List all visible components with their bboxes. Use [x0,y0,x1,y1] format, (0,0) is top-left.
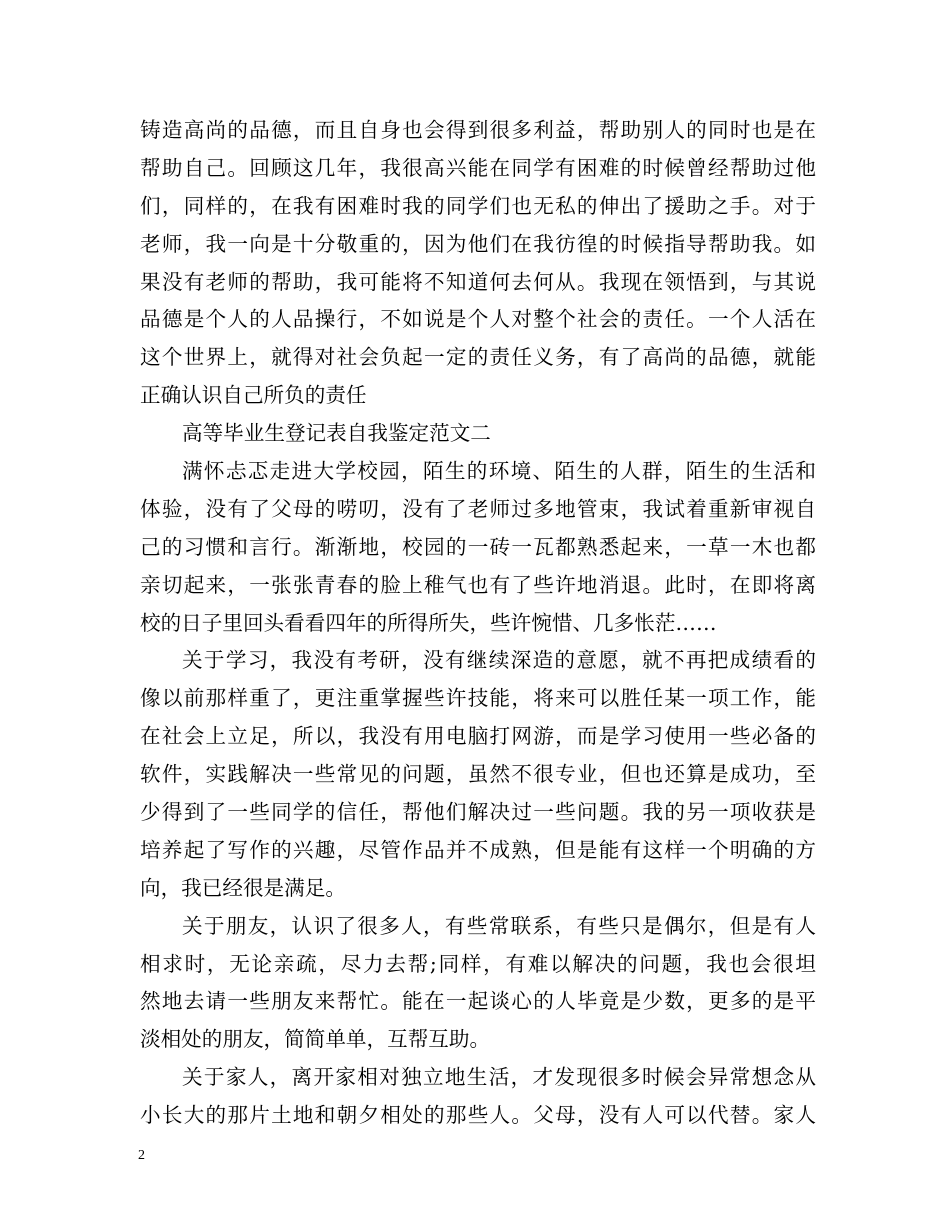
text-line: 校的日子里回头看看四年的所得所失，些许惋惜、几多怅茫…… [140,610,717,635]
text-line: 少得到了一些同学的信任，帮他们解决过一些问题。我的另一项收获是 [140,800,816,825]
text-line: 淡相处的朋友，简简单单，互帮互助。 [140,1027,491,1052]
section-heading: 高等毕业生登记表自我鉴定范文二 [182,421,491,446]
text-line: 小长大的那片土地和朝夕相处的那些人。父母，没有人可以代替。家人 [140,1103,816,1128]
text-line: 关于家人，离开家相对独立地生活，才发现很多时候会异常想念从 [182,1065,816,1090]
text-line: 向，我已经很是满足。 [140,875,346,900]
text-line: 铸造高尚的品德，而且自身也会得到很多利益，帮助别人的同时也是在 [140,118,816,142]
text-line: 正确认识自己所负的责任 [140,383,367,408]
text-line: 己的习惯和言行。渐渐地，校园的一砖一瓦都熟悉起来，一草一木也都 [140,534,816,559]
text-line: 们，同样的，在我有困难时我的同学们也无私的伸出了援助之手。对于 [140,193,816,218]
text-line: 关于朋友，认识了很多人，有些常联系，有些只是偶尔，但是有人 [182,913,816,938]
text-line: 相求时，无论亲疏，尽力去帮;同样，有难以解决的问题，我也会很坦 [140,951,816,976]
text-line: 体验，没有了父母的唠叨，没有了老师过多地管束，我试着重新审视自 [140,496,816,521]
text-line: 果没有老师的帮助，我可能将不知道何去何从。我现在领悟到，与其说 [140,269,816,294]
text-line: 软件，实践解决一些常见的问题，虽然不很专业，但也还算是成功，至 [140,762,816,787]
text-line: 满怀忐忑走进大学校园，陌生的环境、陌生的人群，陌生的生活和 [182,459,816,484]
document-body [140,112,816,1135]
text-line: 像以前那样重了，更注重掌握些许技能，将来可以胜任某一项工作，能 [140,686,816,711]
text-line: 老师，我一向是十分敬重的，因为他们在我彷徨的时候指导帮助我。如 [140,231,816,256]
text-line: 在社会上立足，所以，我没有用电脑打网游，而是学习使用一些必备的 [140,724,816,749]
text-line: 这个世界上，就得对社会负起一定的责任义务，有了高尚的品德，就能 [140,345,816,370]
page-number: 2 [138,1148,145,1163]
text-line: 亲切起来，一张张青春的脸上稚气也有了些许地消退。此时，在即将离 [140,572,816,597]
text-line: 品德是个人的人品操行，不如说是个人对整个社会的责任。一个人活在 [140,307,816,332]
text-line: 然地去请一些朋友来帮忙。能在一起谈心的人毕竟是少数，更多的是平 [140,989,816,1014]
text-line: 帮助自己。回顾这几年，我很高兴能在同学有困难的时候曾经帮助过他 [140,155,816,180]
text-line: 关于学习，我没有考研，没有继续深造的意愿，就不再把成绩看的 [182,648,816,673]
text-line: 培养起了写作的兴趣，尽管作品并不成熟，但是能有这样一个明确的方 [140,837,816,862]
